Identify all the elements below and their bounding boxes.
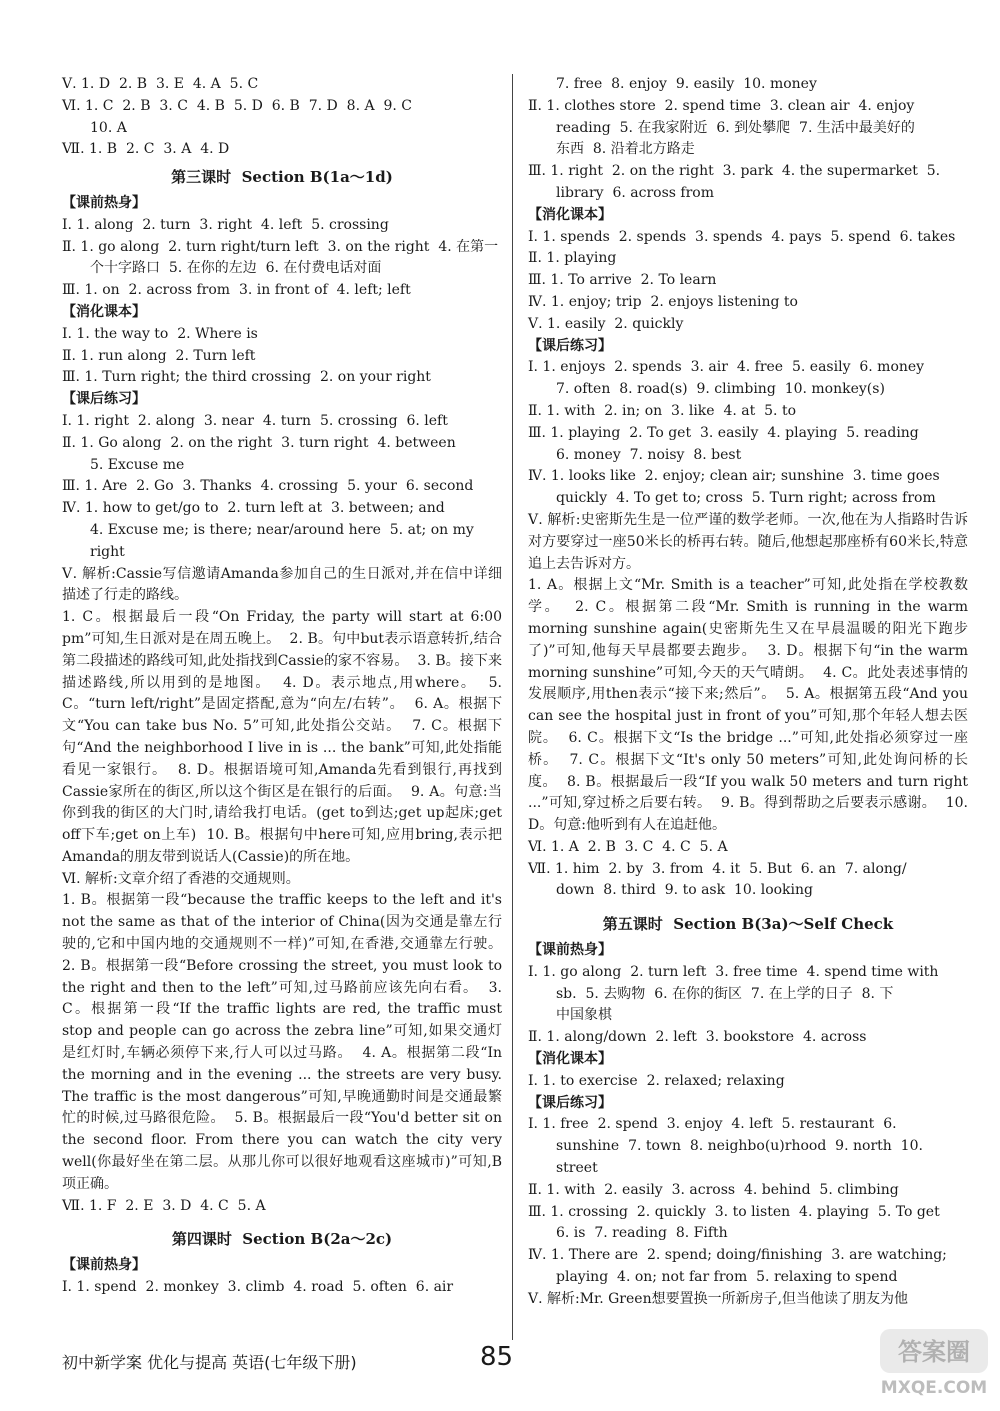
- answer-line: Ⅰ. 1. to exercise 2. relaxed; relaxing: [528, 1072, 785, 1089]
- answer-line: Ⅰ. 1. right 2. along 3. near 4. turn 5. crossing 6. left: [62, 412, 448, 429]
- subsection-label: 【消化课本】: [528, 1051, 612, 1068]
- answer-line: Ⅵ. 解析:文章介绍了香港的交通规则。: [62, 870, 300, 887]
- answer-line: 7. free 8. enjoy 9. easily 10. money: [556, 76, 817, 92]
- answer-line: 中国象棋: [556, 1007, 612, 1024]
- answer-line: Ⅱ. 1. playing: [528, 250, 617, 267]
- answer-line: 1. A。根据上文“Mr. Smith is a teacher”可知,此处指在学校教数学。 2. C。根据第二段“Mr. Smith is running in the warm morning sunshine again(史密斯先生又在早晨温暖的阳光下跑步了)”可知,他每天早晨都要去跑步。 3. D。根据下句“in the warm morning sunshine”可知,今天的天气晴朗。 4. C。此处表述事情的发展顺序,用then表示“接下来;然后”。 5. A。根据第五段“And you can see the hospital just in front of you”可知,那个年轻人想去医院。 6. C。根据下文“Is the bridge ...”可知,此处指必须穿过一座桥。 7. C。根据下文“It's only 50 meters”可知,此处询问桥的长度。 8. B。根据最后一段“If you walk 50 meters and turn right ...”可知,穿过桥之后要右转。 9. B。得到帮助之后要表示感谢。 10. D。句意:他听到有人在追赶他。: [528, 577, 973, 834]
- answer-line: Ⅰ. 1. spends 2. spends 3. spends 4. pays 5. spend 6. takes: [528, 228, 956, 245]
- answer-line: Ⅰ. 1. the way to 2. Where is: [62, 325, 258, 342]
- answer-line: 个十字路口 5. 在你的左边 6. 在付费电话对面: [90, 260, 382, 277]
- answer-line: Ⅲ. 1. crossing 2. quickly 3. to listen 4. playing 5. To get: [528, 1203, 940, 1220]
- answer-line: Ⅳ. 1. There are 2. spend; doing/finishing 3. are watching;: [528, 1247, 947, 1264]
- answer-line: Ⅱ. 1. Go along 2. on the right 3. turn right 4. between: [62, 434, 456, 451]
- answer-line: Ⅱ. 1. go along 2. turn right/turn left 3. on the right 4. 在第一: [62, 238, 499, 255]
- subsection-label: 【课后练习】: [62, 391, 146, 408]
- answer-line: down 8. third 9. to ask 10. looking: [556, 882, 813, 899]
- answer-line: Ⅰ. 1. along 2. turn 3. right 4. left 5. crossing: [62, 216, 389, 233]
- answer-line: Ⅲ. 1. right 2. on the right 3. park 4. the supermarket 5.: [528, 163, 941, 180]
- answer-line: Ⅱ. 1. with 2. in; on 3. like 4. at 5. to: [528, 402, 797, 419]
- page-number: 85: [480, 1342, 514, 1372]
- answer-line: quickly 4. To get to; cross 5. Turn right; across from: [556, 490, 936, 507]
- answer-line: sunshine 7. town 8. neighbo(u)rhood 9. north 10.: [556, 1138, 923, 1155]
- answer-line: Ⅵ. 1. C 2. B 3. C 4. B 5. D 6. B 7. D 8. A 9. C: [62, 97, 413, 114]
- subsection-label: 【消化课本】: [62, 303, 146, 320]
- answer-line: Ⅲ. 1. To arrive 2. To learn: [528, 272, 717, 289]
- answer-line: Ⅴ. 解析:Mr. Green想要置换一所新房子,但当他读了朋友为他: [528, 1290, 909, 1307]
- answer-line: Ⅰ. 1. free 2. spend 3. enjoy 4. left 5. restaurant 6.: [528, 1116, 897, 1133]
- answer-line: Ⅵ. 1. A 2. B 3. C 4. C 5. A: [528, 838, 728, 855]
- subsection-label: 【课前热身】: [62, 194, 146, 211]
- section-heading: 第五课时 Section B(3a)～Self Check: [602, 915, 894, 934]
- answer-line: Ⅱ. 1. with 2. easily 3. across 4. behind 5. climbing: [528, 1181, 899, 1198]
- answer-line: Ⅳ. 1. how to get/go to 2. turn left at 3. between; and: [62, 500, 445, 517]
- answer-line: 6. money 7. noisy 8. best: [556, 446, 742, 463]
- section-heading: 第三课时 Section B(1a～1d): [171, 168, 393, 187]
- answer-line: sb. 5. 去购物 6. 在你的街区 7. 在上学的日子 8. 下: [556, 985, 894, 1002]
- answer-line: Ⅰ. 1. go along 2. turn left 3. free time 4. spend time with: [528, 963, 939, 980]
- answer-line: Ⅲ. 1. playing 2. To get 3. easily 4. playing 5. reading: [528, 424, 919, 441]
- answer-line: 东西 8. 沿着北方路走: [556, 141, 695, 158]
- answer-line: Ⅶ. 1. him 2. by 3. from 4. it 5. But 6. an 7. along/: [528, 860, 907, 877]
- answer-line: Ⅴ. 1. easily 2. quickly: [528, 315, 684, 332]
- svg-text:答案圈: 答案圈: [898, 1338, 970, 1366]
- answer-line: Ⅲ. 1. on 2. across from 3. in front of 4. left; left: [62, 282, 411, 299]
- section-heading: 第四课时 Section B(2a～2c): [171, 1230, 393, 1249]
- answer-line: Ⅶ. 1. B 2. C 3. A 4. D: [62, 141, 230, 158]
- subsection-label: 【课后练习】: [528, 1094, 612, 1111]
- answer-line: playing 4. on; not far from 5. relaxing to spend: [556, 1269, 898, 1286]
- answer-line: Ⅳ. 1. enjoy; trip 2. enjoys listening to: [528, 293, 798, 310]
- answer-line: 10. A: [90, 119, 127, 136]
- svg-text:MXQE.COM: MXQE.COM: [880, 1378, 988, 1398]
- answer-line: street: [556, 1160, 598, 1177]
- answer-line: Ⅴ. 解析:Cassie写信邀请Amanda参加自己的生日派对,并在信中详细描述了行走的路线。: [62, 565, 502, 604]
- answer-line: Ⅴ. 1. D 2. B 3. E 4. A 5. C: [62, 76, 259, 92]
- subsection-label: 【消化课本】: [528, 206, 612, 223]
- answer-line: 1. C。根据最后一段“On Friday, the party will start at 6:00 pm”可知,生日派对是在周五晚上。 2. B。句中but表示语意转折,结合第二段描述的路线可知,此处指找到Cassie的家不容易。 3. B。接下来描述路线,所以用到的是地图。 4. D。表示地点,用where。 5. C。“turn left/right”是固定搭配,意为“向左/右转”。 6. A。根据下文“You can take bus No. 5”可知,此处指公交站。 7. C。根据下句“And the neighborhood I live in is ... the bank”可知,此处指能看见一家银行。 8. D。根据语境可知,Amanda先看到银行,再找到Cassie家所在的街区,所以这个街区是在银行的后面。 9. A。句意:当你到我的街区的大门时,请给我打电话。(get to到达;get up起床;get off下车;get on上车) 10. B。根据句中here可知,应用bring,表示把Amanda的朋友带到说话人(Cassie)的所在地。: [62, 609, 507, 865]
- answer-line: 4. Excuse me; is there; near/around here 5. at; on my right: [90, 521, 479, 560]
- subsection-label: 【课前热身】: [62, 1257, 146, 1274]
- answer-line: Ⅳ. 1. looks like 2. enjoy; clean air; sunshine 3. time goes: [528, 468, 940, 485]
- answer-line: Ⅴ. 解析:史密斯先生是一位严谨的数学老师。一次,他在为人指路时告诉对方要穿过一座50米长的桥再右转。随后,他想起那座桥有60米长,特意追上去告诉对方。: [528, 511, 968, 572]
- answer-line: Ⅲ. 1. Turn right; the third crossing 2. on your right: [62, 369, 431, 386]
- answer-line: Ⅱ. 1. along/down 2. left 3. bookstore 4. across: [528, 1029, 867, 1046]
- answer-line: Ⅰ. 1. spend 2. monkey 3. climb 4. road 5. often 6. air: [62, 1279, 454, 1296]
- answer-line: 5. Excuse me: [90, 456, 185, 473]
- subsection-label: 【课后练习】: [528, 337, 612, 354]
- answer-line: library 6. across from: [556, 184, 714, 201]
- answer-line: Ⅱ. 1. run along 2. Turn left: [62, 347, 256, 364]
- answer-line: 6. is 7. reading 8. Fifth: [556, 1225, 728, 1242]
- answer-line: Ⅰ. 1. enjoys 2. spends 3. air 4. free 5. easily 6. money: [528, 359, 925, 376]
- subsection-label: 【课前热身】: [528, 942, 612, 959]
- answer-line: Ⅲ. 1. Are 2. Go 3. Thanks 4. crossing 5. your 6. second: [62, 478, 474, 495]
- right-column: [528, 74, 973, 1311]
- watermark-logo: [878, 1327, 990, 1401]
- answer-line: Ⅶ. 1. F 2. E 3. D 4. C 5. A: [62, 1197, 266, 1214]
- answer-line: Ⅱ. 1. clothes store 2. spend time 3. clean air 4. enjoy: [528, 97, 915, 114]
- left-column: [62, 74, 511, 1299]
- answer-line: 7. often 8. road(s) 9. climbing 10. monkey(s): [556, 381, 885, 398]
- answer-line: 1. B。根据第一段“because the traffic keeps to the left and it's not the same as that of the interior of China(因为交通是靠左行驶的,它和中国内地的交通规则不一样)”可知,在香港,交通靠左行驶。 2. B。根据第一段“Before crossing the street, you must look to the right and then to the left”可知,过马路前应该先向右看。 3. C。根据第一段“If the traffic lights are red, the traffic must stop and people can go across the zebra line”可知,如果交通灯是红灯时,车辆必须停下来,行人可以过马路。 4. A。根据第二段“In the morning and in the evening ... the streets are very busy. The traffic is the most dangerous”可知,早晚通勤时间是交通最繁忙的时候,过马路很危险。 5. B。根据最后一段“You'd better sit on the second floor. From there you can watch the city very well(你最好坐在第二层。从那儿你可以很好地观看这座城市)”可知,B项正确。: [62, 892, 511, 1192]
- answer-line: reading 5. 在我家附近 6. 到处攀爬 7. 生活中最美好的: [556, 119, 915, 136]
- column-divider: [512, 74, 513, 1340]
- book-title: 初中新学案 优化与提高 英语(七年级下册): [62, 1353, 357, 1372]
